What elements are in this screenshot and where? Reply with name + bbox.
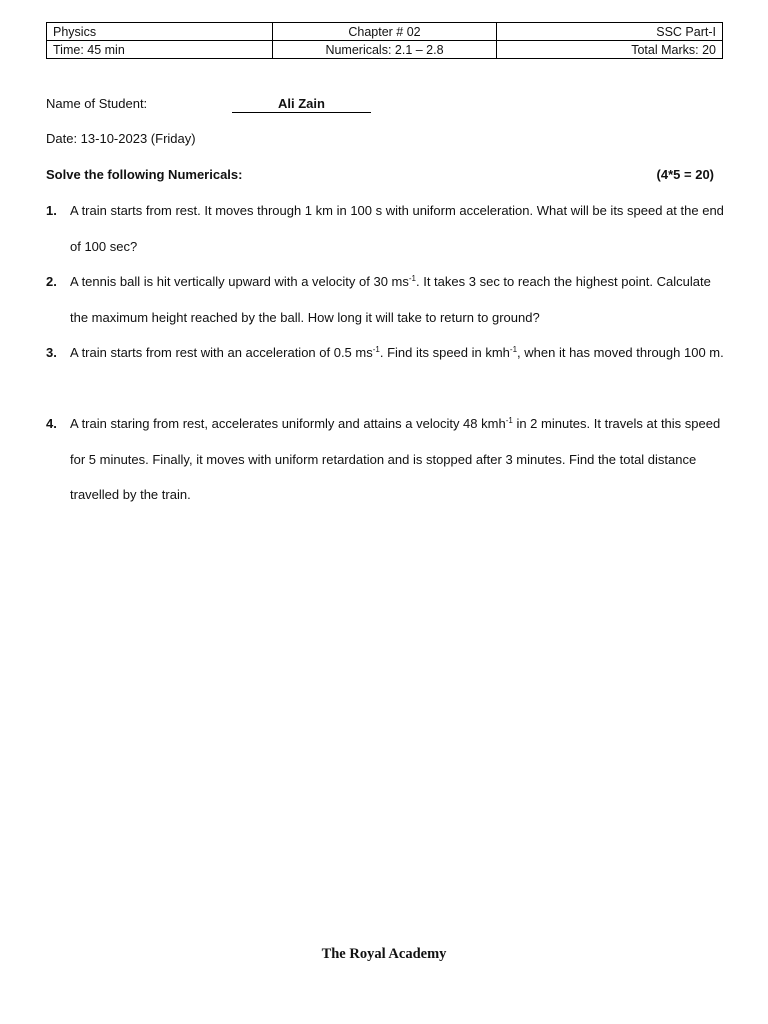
- header-row: [47, 23, 723, 41]
- question-item: [46, 335, 726, 371]
- question-text-part: in 2 minutes. It travels at this speed for 5 minutes. Finally, it moves with uniform retardation and is stopped after 3 minutes. Find the total distance travelled by the train.: [70, 416, 721, 502]
- question-text: [70, 193, 726, 264]
- student-name-value: Ali Zain: [232, 96, 371, 113]
- question-number: 3.: [46, 345, 57, 360]
- numericals-cell: Numericals: 2.1 – 2.8: [273, 41, 497, 59]
- question-item: [46, 264, 726, 335]
- academy-footer: The Royal Academy: [321, 946, 447, 962]
- student-name-label: Name of Student:: [46, 96, 148, 111]
- superscript: -1: [372, 345, 380, 354]
- question-item: [46, 406, 726, 513]
- instructions-marks: (4*5 = 20): [656, 167, 714, 182]
- question-text-part: . It takes 3 sec to reach the highest point. Calculate the maximum height reached by the ball. How long it will take to return to ground?: [70, 274, 711, 325]
- chapter-cell: Chapter # 02: [273, 23, 497, 41]
- question-text-part: A train starts from rest with an acceleration of 0.5 ms: [70, 345, 373, 360]
- superscript: -1: [505, 416, 513, 425]
- question-text: [70, 264, 726, 335]
- header-table: [46, 22, 723, 59]
- time-cell: Time: 45 min: [47, 41, 273, 59]
- subject-cell: Physics: [47, 23, 273, 41]
- question-text-part: , when it has moved through 100 m.: [517, 345, 724, 360]
- question-number: 1.: [46, 203, 57, 218]
- question-number: 4.: [46, 416, 57, 431]
- question-text: [70, 406, 726, 513]
- date-line: Date: 13-10-2023 (Friday): [46, 131, 196, 146]
- question-item: [46, 193, 726, 264]
- class-cell: SSC Part-I: [497, 23, 723, 41]
- question-text-part: A tennis ball is hit vertically upward with a velocity of 30 ms: [70, 274, 409, 289]
- header-row: [47, 41, 723, 59]
- question-text-part: A train staring from rest, accelerates uniformly and attains a velocity 48 kmh: [70, 416, 506, 431]
- student-name-row: [46, 96, 446, 114]
- question-text-part: . Find its speed in kmh: [379, 345, 510, 360]
- superscript: -1: [509, 345, 518, 354]
- question-number: 2.: [46, 274, 57, 289]
- superscript: -1: [408, 274, 416, 283]
- total-marks-cell: Total Marks: 20: [497, 41, 723, 59]
- instructions-text: Solve the following Numericals:: [46, 167, 243, 182]
- question-text-part: A train starts from rest. It moves through 1 km in 100 s with uniform acceleration. What will be its speed at the end of 100 sec?: [70, 203, 724, 254]
- question-text: [70, 335, 726, 371]
- instructions-row: [46, 167, 714, 182]
